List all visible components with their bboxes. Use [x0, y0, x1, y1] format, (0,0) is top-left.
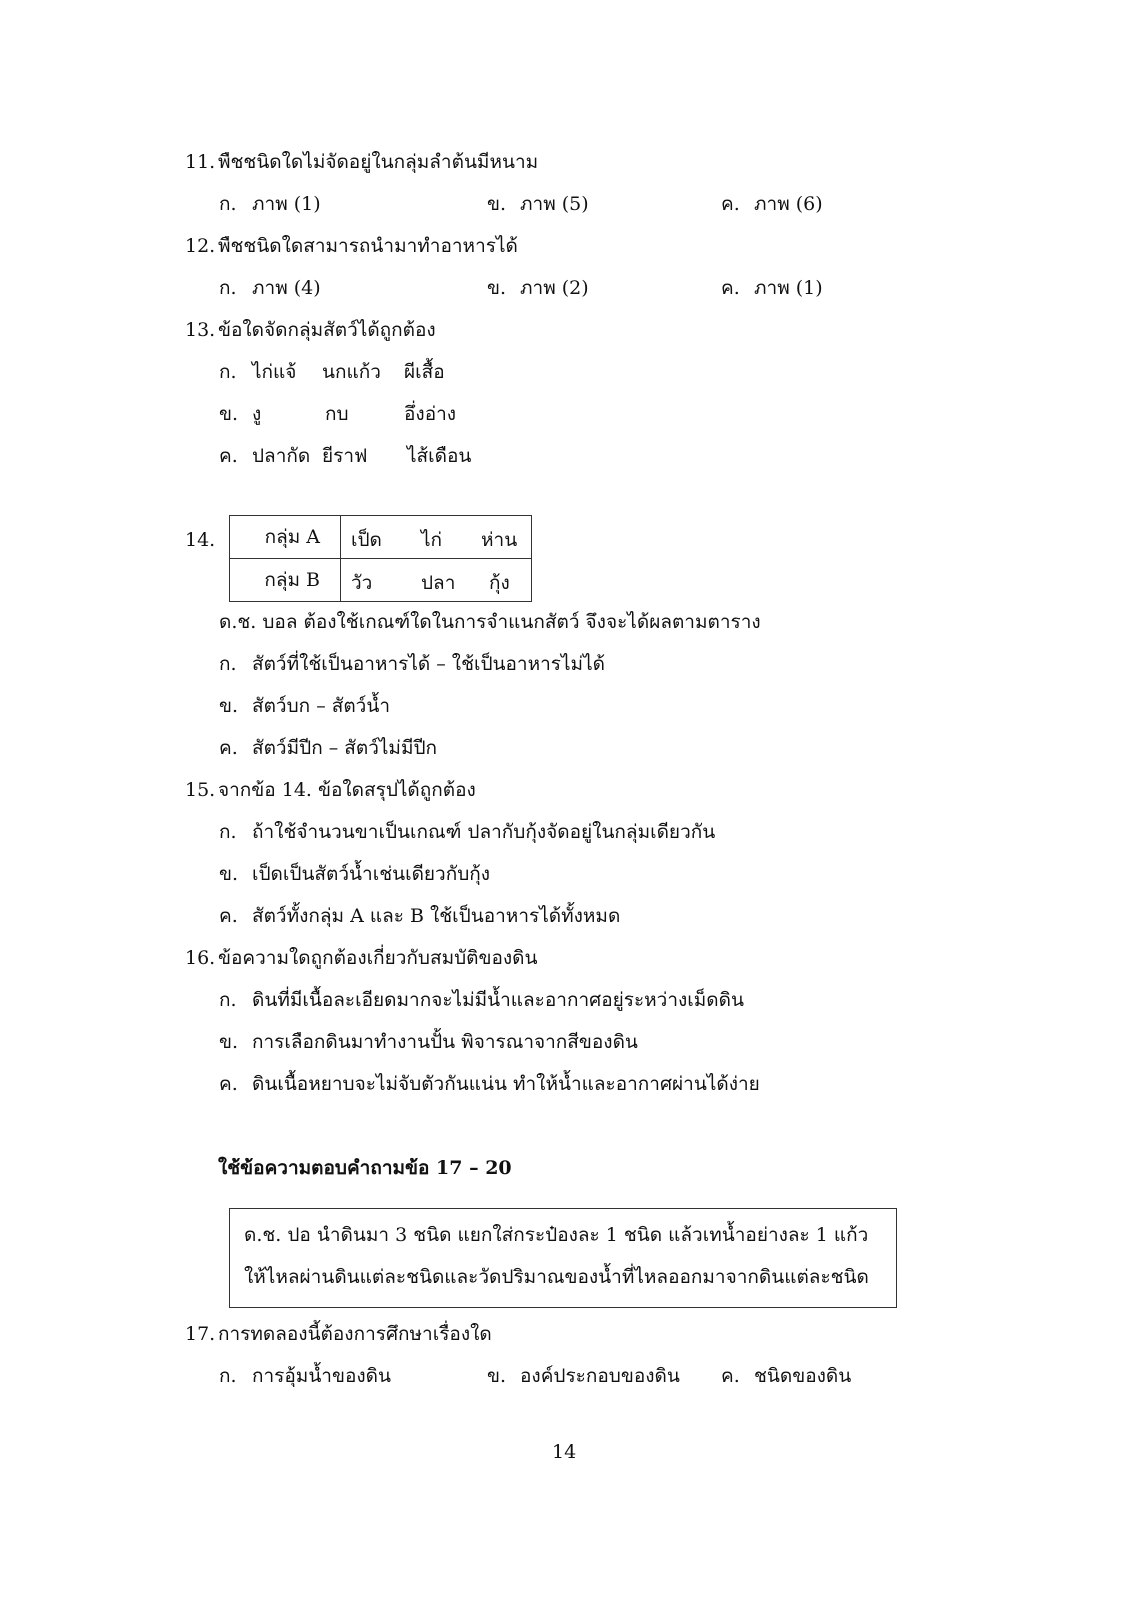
q14-group-a-member-2: ไก่ [421, 529, 443, 551]
q14-number: 14. [185, 529, 216, 551]
q16-text: ข้อความใดถูกต้องเกี่ยวกับสมบัติของดิน [218, 947, 538, 969]
q11-option-b: ภาพ (5) [520, 193, 589, 215]
q14-option-a: สัตว์ที่ใช้เป็นอาหารได้ – ใช้เป็นอาหารไม่ได้ [252, 653, 605, 675]
q12-option-b: ภาพ (2) [520, 277, 589, 299]
q12-option-c: ภาพ (1) [754, 277, 823, 299]
q14-group-b-member-2: ปลา [421, 572, 456, 594]
q14-group-b-label: กลุ่ม B [230, 559, 341, 602]
q16-option-b-letter: ข. [219, 1031, 239, 1053]
q14-group-table [229, 515, 532, 602]
q13-option-b-item-3: อึ่งอ่าง [404, 403, 457, 425]
q14-group-a-label: กลุ่ม A [230, 516, 341, 559]
q15-option-a-letter: ก. [219, 821, 237, 843]
q16-option-a-letter: ก. [219, 989, 237, 1011]
q14-group-b-member-1: วัว [351, 572, 373, 594]
q14-text: ด.ช. บอล ต้องใช้เกณฑ์ใดในการจำแนกสัตว์ จึงจะได้ผลตามตาราง [219, 611, 761, 633]
q15-text: จากข้อ 14. ข้อใดสรุปได้ถูกต้อง [218, 779, 476, 801]
q11-option-a-letter: ก. [219, 193, 237, 215]
passage-line-2: ให้ไหลผ่านดินแต่ละชนิดและวัดปริมาณของน้ำที่ไหลออกมาจากดินแต่ละชนิด [244, 1266, 869, 1288]
q16-option-b: การเลือกดินมาทำงานปั้น พิจารณาจากสีของดิน [252, 1031, 638, 1053]
q12-option-c-letter: ค. [721, 277, 740, 299]
passage-line-1: ด.ช. ปอ นำดินมา 3 ชนิด แยกใส่กระป๋องละ 1 ชนิด แล้วเทน้ำอย่างละ 1 แก้ว [244, 1224, 869, 1246]
q17-option-a: การอุ้มน้ำของดิน [252, 1365, 391, 1387]
q15-option-a: ถ้าใช้จำนวนขาเป็นเกณฑ์ ปลากับกุ้งจัดอยู่ในกลุ่มเดียวกัน [252, 821, 716, 843]
q17-option-b: องค์ประกอบของดิน [520, 1365, 680, 1387]
q16-option-c-letter: ค. [219, 1073, 238, 1095]
q12-option-a-letter: ก. [219, 277, 237, 299]
q14-group-b-members [341, 559, 532, 602]
q11-option-c-letter: ค. [721, 193, 740, 215]
q13-option-a-item-2: นกแก้ว [322, 361, 381, 383]
q12-number: 12. [185, 235, 216, 257]
passage-box [229, 1208, 897, 1308]
q13-option-a-letter: ก. [219, 361, 237, 383]
q13-option-c-letter: ค. [219, 445, 238, 467]
q15-option-b-letter: ข. [219, 863, 239, 885]
q15-option-c: สัตว์ทั้งกลุ่ม A และ B ใช้เป็นอาหารได้ทั้งหมด [252, 905, 621, 927]
q15-option-c-letter: ค. [219, 905, 238, 927]
q15-option-b: เป็ดเป็นสัตว์น้ำเช่นเดียวกับกุ้ง [252, 863, 491, 885]
q17-option-b-letter: ข. [487, 1365, 507, 1387]
q16-option-a: ดินที่มีเนื้อละเอียดมากจะไม่มีน้ำและอากาศอยู่ระหว่างเม็ดดิน [252, 989, 744, 1011]
page-number: 14 [552, 1441, 577, 1463]
q15-number: 15. [185, 779, 216, 801]
q12-option-b-letter: ข. [487, 277, 507, 299]
q11-text: พืชชนิดใดไม่จัดอยู่ในกลุ่มลำต้นมีหนาม [218, 151, 539, 173]
q13-option-b-item-1: งู [252, 403, 262, 425]
q14-option-b: สัตว์บก – สัตว์น้ำ [252, 695, 391, 717]
q17-option-c: ชนิดของดิน [754, 1365, 852, 1387]
q11-option-a: ภาพ (1) [252, 193, 321, 215]
q14-group-b-member-3: กุ้ง [489, 572, 510, 594]
q13-option-c-item-3: ไส้เดือน [407, 445, 472, 467]
q13-text: ข้อใดจัดกลุ่มสัตว์ได้ถูกต้อง [218, 319, 436, 341]
q17-option-c-letter: ค. [721, 1365, 740, 1387]
q14-table-row-a [230, 516, 532, 559]
q13-option-c-item-2: ยีราฟ [322, 445, 368, 467]
q16-number: 16. [185, 947, 216, 969]
q17-option-a-letter: ก. [219, 1365, 237, 1387]
q13-option-c-item-1: ปลากัด [252, 445, 311, 467]
q11-option-c: ภาพ (6) [754, 193, 823, 215]
q14-group-a-member-1: เป็ด [351, 529, 382, 551]
q14-table-row-b [230, 559, 532, 602]
instruction-heading: ใช้ข้อความตอบคำถามข้อ 17 – 20 [218, 1157, 512, 1179]
q12-text: พืชชนิดใดสามารถนำมาทำอาหารได้ [218, 235, 518, 257]
q12-option-a: ภาพ (4) [252, 277, 321, 299]
q11-number: 11. [185, 151, 216, 173]
q14-group-a-members [341, 516, 532, 559]
q13-option-a-item-1: ไก่แจ้ [252, 361, 297, 383]
q16-option-c: ดินเนื้อหยาบจะไม่จับตัวกันแน่น ทำให้น้ำและอากาศผ่านได้ง่าย [252, 1073, 760, 1095]
q13-option-b-item-2: กบ [325, 403, 349, 425]
q14-option-b-letter: ข. [219, 695, 239, 717]
q17-number: 17. [185, 1323, 216, 1345]
q11-option-b-letter: ข. [487, 193, 507, 215]
q13-option-b-letter: ข. [219, 403, 239, 425]
q14-option-c-letter: ค. [219, 737, 238, 759]
q14-group-a-member-3: ห่าน [481, 529, 518, 551]
q13-option-a-item-3: ผีเสื้อ [404, 361, 445, 383]
q17-text: การทดลองนี้ต้องการศึกษาเรื่องใด [218, 1323, 492, 1345]
q13-number: 13. [185, 319, 216, 341]
q14-option-a-letter: ก. [219, 653, 237, 675]
q14-option-c: สัตว์มีปีก – สัตว์ไม่มีปีก [252, 737, 438, 759]
